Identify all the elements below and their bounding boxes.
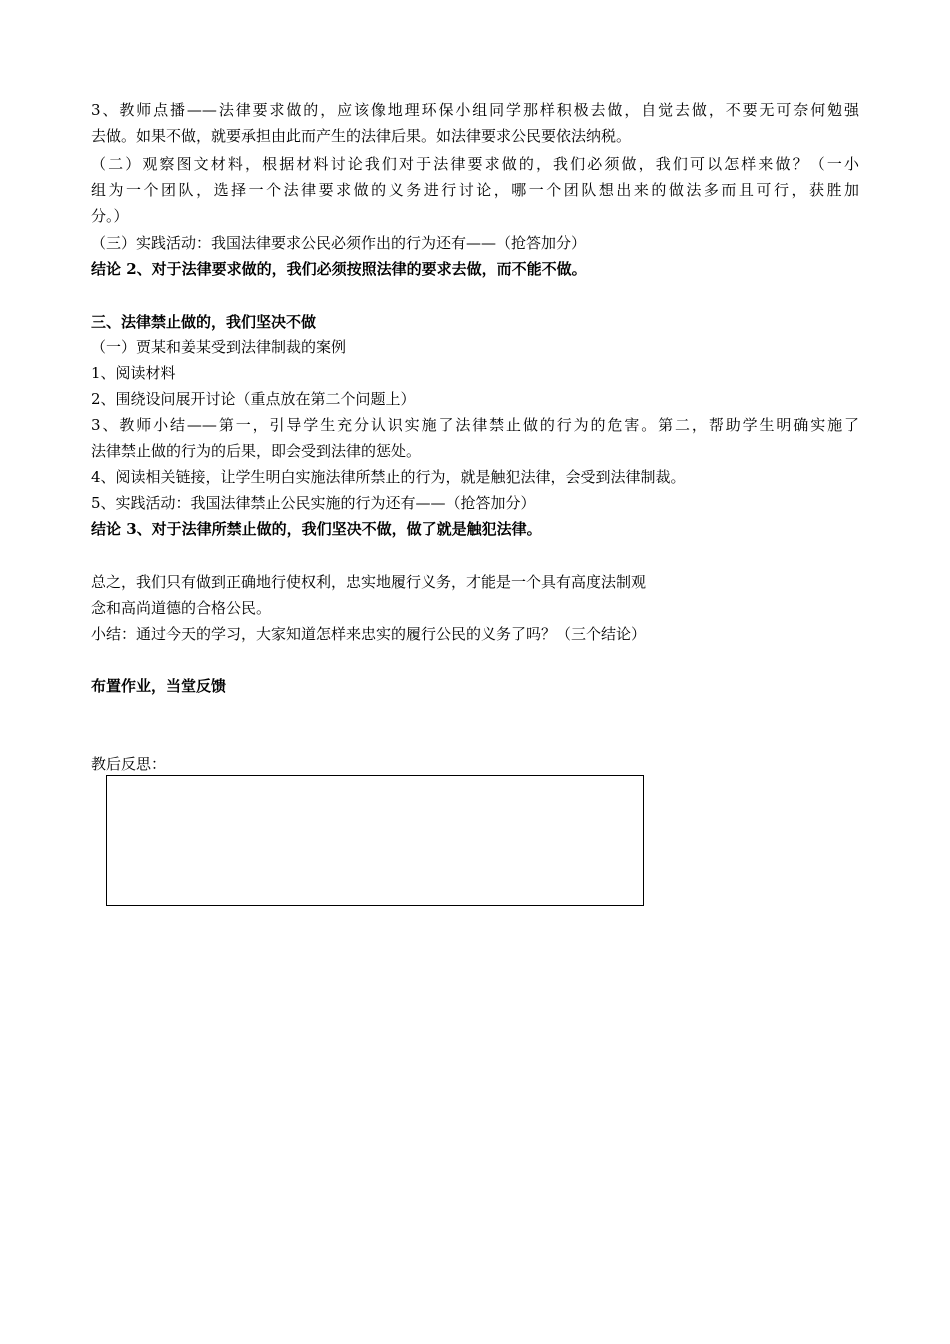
summary-line2: 念和高尚道德的合格公民。 — [91, 599, 272, 617]
section2-part2-line2: 组为一个团队，选择一个法律要求做的义务进行讨论，哪一个团队想出来的做法多而且可行，获胜加 — [91, 181, 859, 199]
conclusion-2: 结论 2、对于法律要求做的，我们必须按照法律的要求去做，而不能不做。 — [91, 260, 587, 278]
section3-item3-line2: 法律禁止做的行为的后果，即会受到法律的惩处。 — [91, 442, 422, 460]
section3-item2: 2、围绕设问展开讨论（重点放在第二个问题上） — [91, 390, 416, 408]
reflection-label: 教后反思： — [91, 755, 167, 773]
reflection-box — [106, 775, 644, 906]
section2-part3: （三）实践活动：我国法律要求公民必须作出的行为还有——（抢答加分） — [91, 234, 587, 252]
section2-part2-line1: （二）观察图文材料，根据材料讨论我们对于法律要求做的，我们必须做，我们可以怎样来做？（一小 — [91, 155, 859, 173]
section2-part2-line3: 分。） — [91, 207, 129, 225]
section2-item3-line2: 去做。如果不做，就要承担由此而产生的法律后果。如法律要求公民要依法纳税。 — [91, 127, 632, 145]
section2-item3-line1: 3、教师点播——法律要求做的，应该像地理环保小组同学那样积极去做，自觉去做，不要无可奈何勉强 — [91, 101, 859, 119]
summary-recap: 小结：通过今天的学习，大家知道怎样来忠实的履行公民的义务了吗？（三个结论） — [91, 625, 647, 643]
section3-item3-line1: 3、教师小结——第一，引导学生充分认识实施了法律禁止做的行为的危害。第二，帮助学生明确实施了 — [91, 416, 859, 434]
section3-part1: （一）贾某和姜某受到法律制裁的案例 — [91, 338, 347, 356]
section3-heading: 三、法律禁止做的，我们坚决不做 — [91, 313, 317, 331]
homework-heading: 布置作业，当堂反馈 — [91, 677, 227, 695]
section3-item4: 4、阅读相关链接，让学生明白实施法律所禁止的行为，就是触犯法律，会受到法律制裁。 — [91, 468, 686, 486]
summary-line1: 总之，我们只有做到正确地行使权利，忠实地履行义务，才能是一个具有高度法制观 — [91, 573, 647, 591]
conclusion-3: 结论 3、对于法律所禁止做的，我们坚决不做，做了就是触犯法律。 — [91, 520, 542, 538]
section3-item5: 5、实践活动：我国法律禁止公民实施的行为还有——（抢答加分） — [91, 494, 536, 512]
section3-item1: 1、阅读材料 — [91, 364, 176, 382]
